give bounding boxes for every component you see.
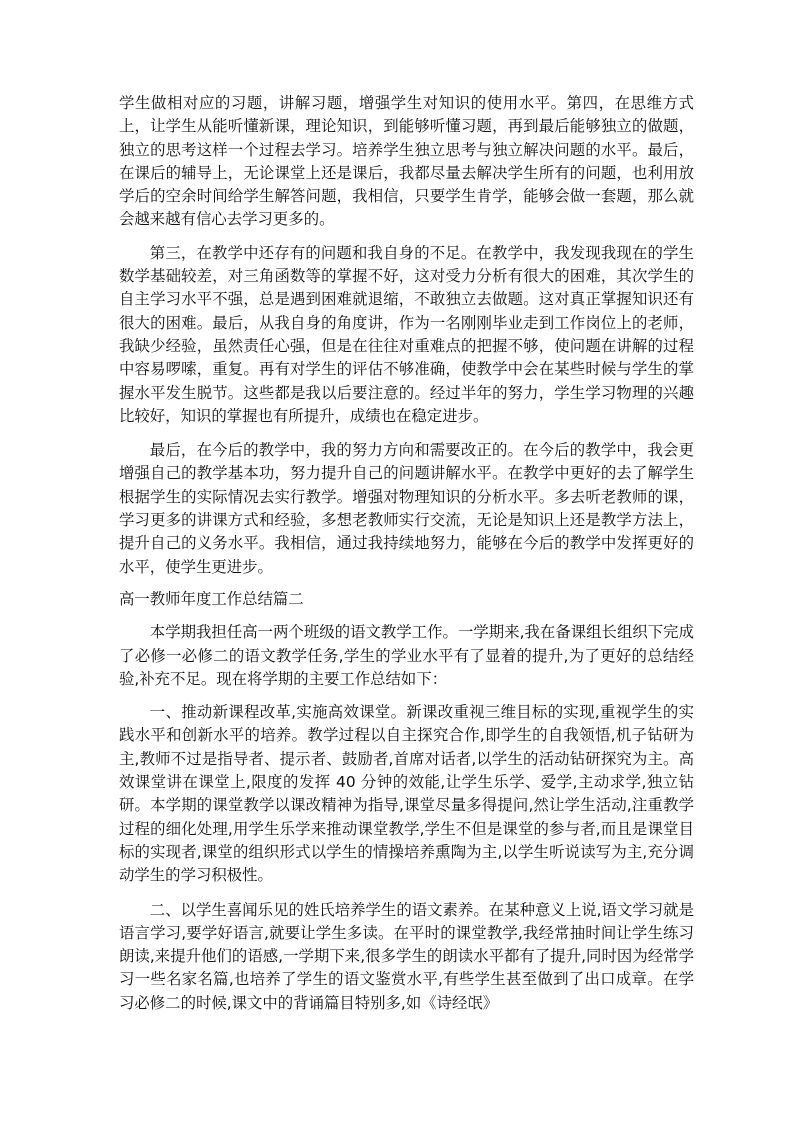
paragraph-6: 二、以学生喜闻乐见的姓氏培养学生的语文素养。在某种意义上说,语文学习就是语言学习,要学好语言,就要让学生多读。在平时的课堂教学,我经常抽时间让学生练习朗读,来提升他们的语感,一学期下来,很多学生的朗读水平都有了提升,同时因为经常学习一些名家名篇,也培养了学生的语文鉴赏水平,有些学生甚至做到了出口成章。在学习必修二的时候,课文中的背诵篇目特别多,如《诗经氓》	[119, 900, 694, 1012]
paragraph-4: 本学期我担任高一两个班级的语文教学工作。一学期来,我在备课组长组织下完成了必修一必修二的语文教学任务,学生的学业水平有了显着的提升,为了更好的总结经验,补充不足。现在将学期的主要工作总结如下：	[119, 623, 694, 688]
paragraph-3: 最后，在今后的教学中，我的努力方向和需要改正的。在今后的教学中，我会更增强自己的教学基本功，努力提升自己的问题讲解水平。在教学中更好的去了解学生根据学生的实际情况去实行教学。增强对物理知识的分析水平。多去听老教师的课，学习更多的讲课方式和经验，多想老教师实行交流，无论是知识上还是教学方法上，提升自己的义务水平。我相信，通过我持续地努力，能够在今后的教学中发挥更好的水平，使学生更进步。	[119, 441, 694, 576]
paragraph-5: 一、推动新课程改革,实施高效课堂。新课改重视三维目标的实现,重视学生的实践水平和创新水平的培养。教学过程以自主探究合作,即学生的自我领悟,机子钻研为主,教师不过是指导者、提示者、鼓励者,首席对话者,以学生的活动钻研探究为主。高效课堂讲在课堂上,限度的发挥 40 分钟的效能,让学生乐学、爱学,主动求学,独立钻研。本学期的课堂教学以课改精神为指导,课堂尽量多得提问,然让学生活动,注重教学过程的细化处理,用学生乐学来推动课堂教学,学生不但是课堂的参与者,而且是课堂目标的实现者,课堂的组织形式以学生的情操培养熏陶为主,以学生听说读写为主,充分调动学生的学习积极性。	[119, 703, 694, 885]
paragraph-2: 第三，在教学中还存有的问题和我自身的不足。在教学中，我发现我现在的学生数学基础较差，对三角函数等的掌握不好，这对受力分析有很大的困难，其次学生的自主学习水平不强，总是遇到困难就退缩，不敢独立去做题。这对真正掌握知识还有很大的困难。最后，从我自身的角度讲，作为一名刚刚毕业走到工作岗位上的老师，我缺少经验，虽然责任心强，但是在往往对重难点的把握不够，使问题在讲解的过程中容易啰嗦，重复。再有对学生的评估不够准确，使教学中会在某些时候与学生的掌握水平发生脱节。这些都是我以后要注意的。经过半年的努力，学生学习物理的兴趣比较好，知识的掌握也有所提升，成绩也在稳定进步。	[119, 243, 694, 425]
paragraph-1: 学生做相对应的习题，讲解习题，增强学生对知识的使用水平。第四，在思维方式上，让学生从能听懂新课，理论知识，到能够听懂习题，再到最后能够独立的做题，独立的思考这样一个过程去学习。培养学生独立思考与独立解决问题的水平。最后，在课后的辅导上，无论课堂上还是课后，我都尽量去解决学生所有的问题，也利用放学后的空余时间给学生解答问题，我相信，只要学生肯学，能够会做一套题，那么就会越来越有信心去学习更多的。	[119, 94, 694, 229]
document-body	[119, 92, 694, 1015]
section-heading: 高一教师年度工作总结篇二	[119, 589, 304, 608]
